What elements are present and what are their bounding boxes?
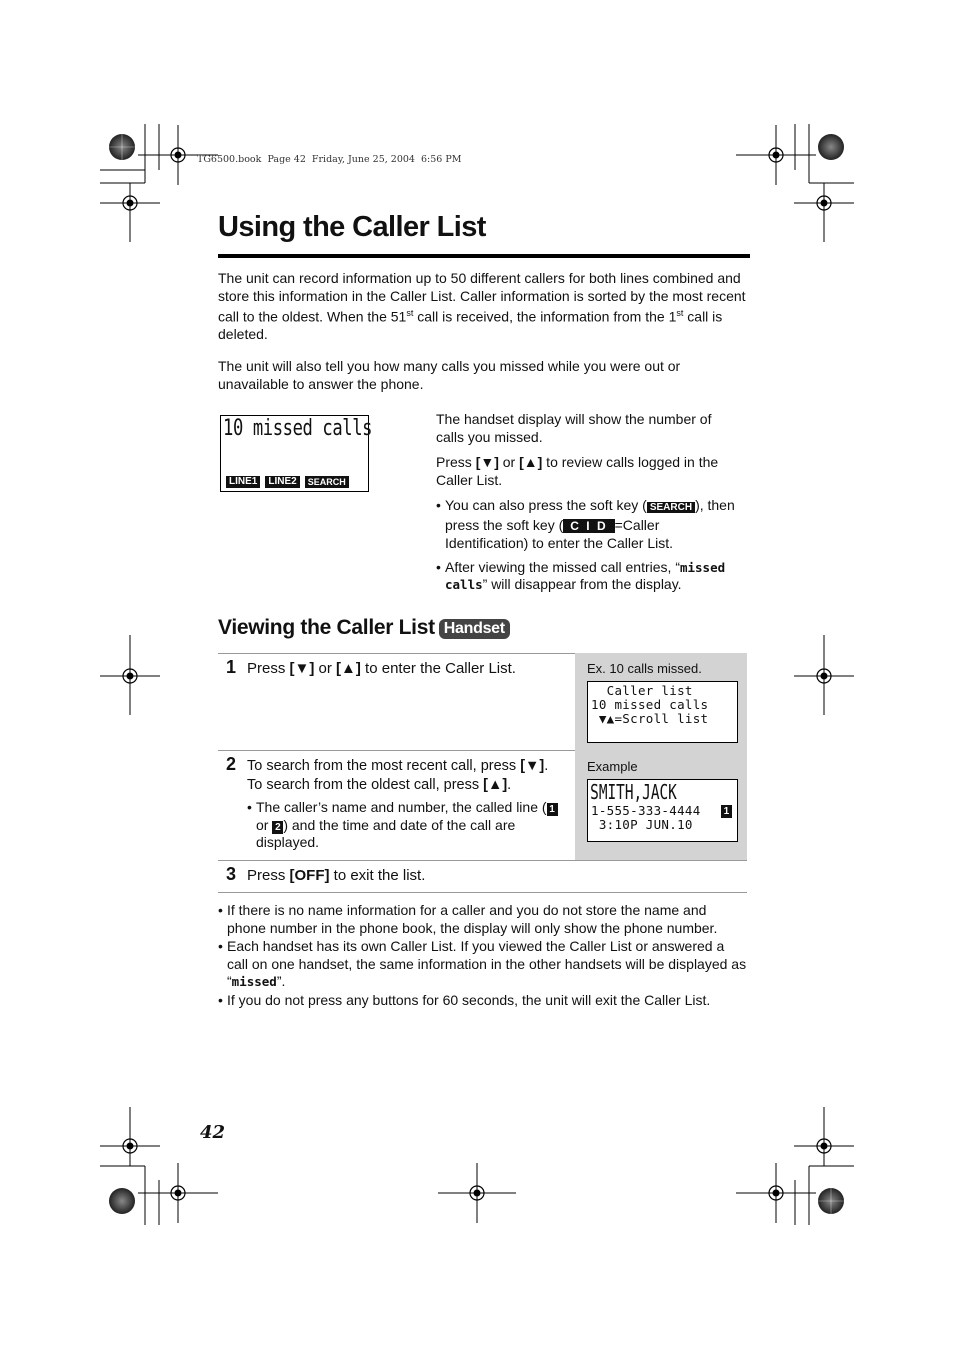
step-3 bbox=[218, 860, 747, 893]
step-text: Press [OFF] to exit the list. bbox=[247, 867, 426, 884]
display-text: 10 missed calls bbox=[223, 416, 373, 441]
section-title: Viewing the Caller List Handset bbox=[218, 616, 510, 640]
step-number: 2 bbox=[226, 754, 237, 774]
lcd-caller-name: SMITH,JACK bbox=[590, 780, 677, 804]
softkey-line2: LINE2 bbox=[265, 476, 299, 488]
panel-label: Ex. 10 calls missed. bbox=[587, 661, 702, 676]
note-3: • If you do not press any buttons for 60 seconds, the unit will exit the Caller List. bbox=[218, 992, 748, 1010]
softkey-line1: LINE1 bbox=[226, 476, 260, 488]
note-2: • Each handset has its own Caller List. If you viewed the Caller List or answered a call on one handset, the same information in the other handsets will be displayed as “missed”. bbox=[218, 938, 748, 991]
notes-list bbox=[218, 902, 748, 1010]
lcd-line-icon: 1 bbox=[721, 805, 732, 818]
lcd-number-row bbox=[588, 804, 737, 818]
page-number: 42 bbox=[200, 1122, 226, 1143]
file-header: TG6500.book Page 42 Friday, June 25, 2004 6:56 PM bbox=[197, 154, 462, 165]
search-key-tag: SEARCH bbox=[647, 502, 695, 513]
explanation-bullet-2: • After viewing the missed call entries, “missed calls” will disappear from the display. bbox=[436, 559, 741, 594]
intro-paragraph-1: The unit can record information up to 50 different callers for both lines combined and store this information in the Caller List. Caller information is sorted by the most recent call to the oldest. When the 51st call is received, the information from the 1st call is deleted. bbox=[218, 270, 746, 343]
note-1: • If there is no name information for a caller and you do not store the name and phone number in the phone book, the display will only show the phone number. bbox=[218, 902, 748, 937]
caller-list-display bbox=[587, 681, 738, 743]
step-2 bbox=[218, 750, 747, 861]
explanation-p1: The handset display will show the number of calls you missed. bbox=[436, 411, 712, 445]
lcd-call-time: 3:10P JUN.10 bbox=[591, 817, 693, 832]
step-number: 1 bbox=[226, 657, 237, 677]
lcd-line-4: ▼▲=Scroll list bbox=[591, 711, 709, 726]
caller-entry-display bbox=[587, 779, 738, 842]
explanation-bullet-1: • You can also press the soft key ( SEARCH ), then press the soft key ( C I D =Caller Identification) to enter the Caller List. bbox=[436, 497, 741, 553]
step-text: To search from the most recent call, press [▼]. To search from the oldest call, press [▲]. • The caller’s name and number, the called line ( 1 or 2 ) and the time and date of the call are displayed. bbox=[247, 757, 572, 852]
step-2-example-panel bbox=[575, 750, 747, 860]
line-2-icon: 2 bbox=[272, 821, 283, 834]
missed-calls-display bbox=[220, 415, 373, 492]
step-2-bullet: • The caller’s name and number, the called line ( 1 or 2 ) and the time and date of the call are displayed. bbox=[247, 799, 572, 852]
step-1-example-panel bbox=[575, 653, 747, 750]
panel-label: Example bbox=[587, 759, 638, 774]
lcd-line-2: 10 missed calls bbox=[591, 697, 709, 712]
handset-badge: Handset bbox=[439, 619, 510, 639]
softkey-search: SEARCH bbox=[305, 476, 349, 488]
line-1-icon: 1 bbox=[547, 803, 558, 816]
explanation-p2: Press [▼] or [▲] to review calls logged in the Caller List. bbox=[436, 454, 719, 488]
softkey-bar bbox=[226, 476, 349, 488]
intro-paragraph-2: The unit will also tell you how many calls you missed while you were out or unavailable to answer the phone. bbox=[218, 358, 681, 392]
step-1 bbox=[218, 653, 747, 751]
cid-key-tag: C I D bbox=[563, 519, 614, 533]
page-title: Using the Caller List bbox=[218, 211, 486, 243]
display-explanation bbox=[436, 411, 741, 600]
step-number: 3 bbox=[226, 864, 237, 884]
lcd-line-1: Caller list bbox=[591, 683, 693, 698]
title-rule bbox=[218, 254, 750, 258]
step-text: Press [▼] or [▲] to enter the Caller List. bbox=[247, 660, 516, 677]
lcd-caller-number: 1-555-333-4444 bbox=[591, 803, 701, 818]
